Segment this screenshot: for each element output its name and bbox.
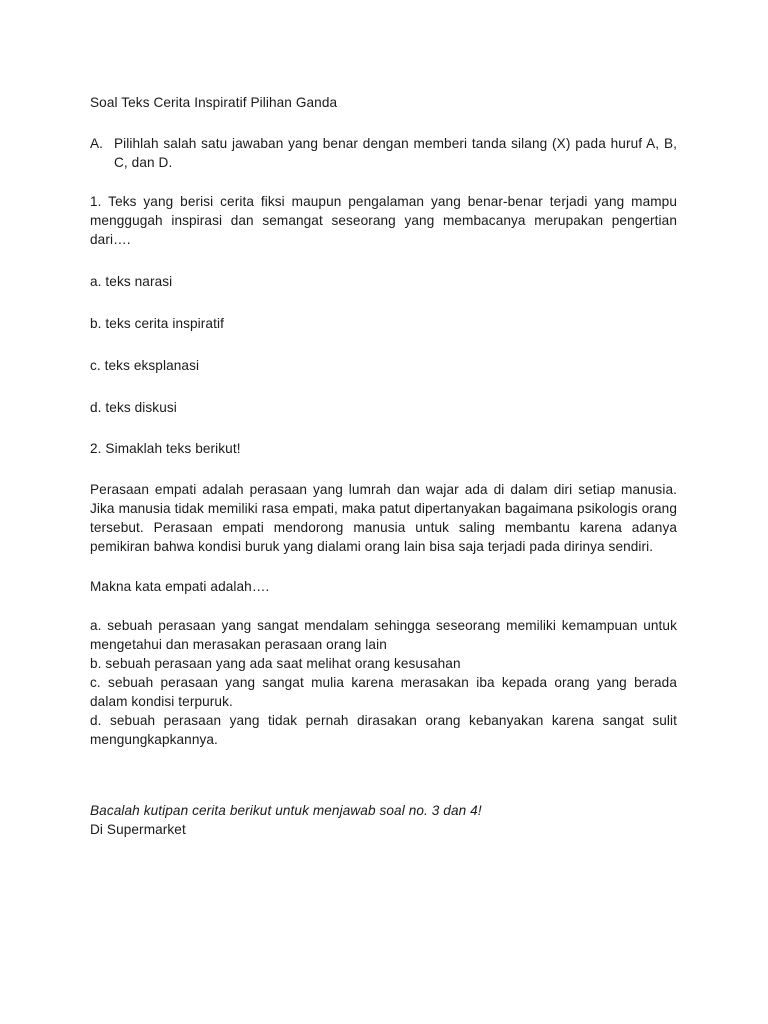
- question-2-option-d: d. sebuah perasaan yang tidak pernah dirasakan orang kebanyakan karena sangat sulit mengungkapkannya.: [90, 713, 677, 747]
- question-2-option-b: b. sebuah perasaan yang ada saat melihat orang kesusahan: [90, 656, 461, 671]
- question-2-passage: Perasaan empati adalah perasaan yang lumrah dan wajar ada di dalam diri setiap manusia. Jika manusia tidak memiliki rasa empati, maka patut dipertanyakan bagaimana psikologis orang tersebut. Perasaan empati mendorong manusia untuk saling membantu karena adanya pemikiran bahwa kondisi buruk yang dialami orang lain bisa saja terjadi pada dirinya sendiri.: [90, 482, 677, 554]
- question-2-option-c: c. sebuah perasaan yang sangat mulia karena merasakan iba kepada orang yang berada dalam kondisi terpuruk.: [90, 675, 677, 709]
- question-1-text: 1. Teks yang berisi cerita fiksi maupun pengalaman yang benar-benar terjadi yang mampu menggugah inspirasi dan semangat seseorang yang membacanya merupakan pengertian dari….: [90, 194, 677, 247]
- document-title: Soal Teks Cerita Inspiratif Pilihan Ganda: [90, 95, 338, 110]
- question-1-option-a: a. teks narasi: [90, 274, 173, 289]
- document-content: [90, 93, 677, 839]
- question-1-option-c: c. teks eksplanasi: [90, 358, 200, 373]
- question-1-option-b: b. teks cerita inspiratif: [90, 316, 224, 331]
- reading-instruction: Bacalah kutipan cerita berikut untuk menjawab soal no. 3 dan 4!: [90, 803, 482, 818]
- question-2-options: [90, 616, 677, 749]
- instruction-text: Pilihlah salah satu jawaban yang benar dengan memberi tanda silang (X) pada huruf A, B, C, dan D.: [114, 136, 677, 170]
- question-2-question: Makna kata empati adalah….: [90, 579, 270, 594]
- story-title: Di Supermarket: [90, 822, 186, 837]
- question-1-option-d: d. teks diskusi: [90, 400, 177, 415]
- question-2-option-a: a. sebuah perasaan yang sangat mendalam sehingga seseorang memiliki kemampuan untuk mengetahui dan merasakan perasaan orang lain: [90, 618, 677, 652]
- instruction-block: [90, 134, 677, 172]
- question-2-intro: 2. Simaklah teks berikut!: [90, 441, 241, 456]
- instruction-marker: A.: [90, 136, 104, 151]
